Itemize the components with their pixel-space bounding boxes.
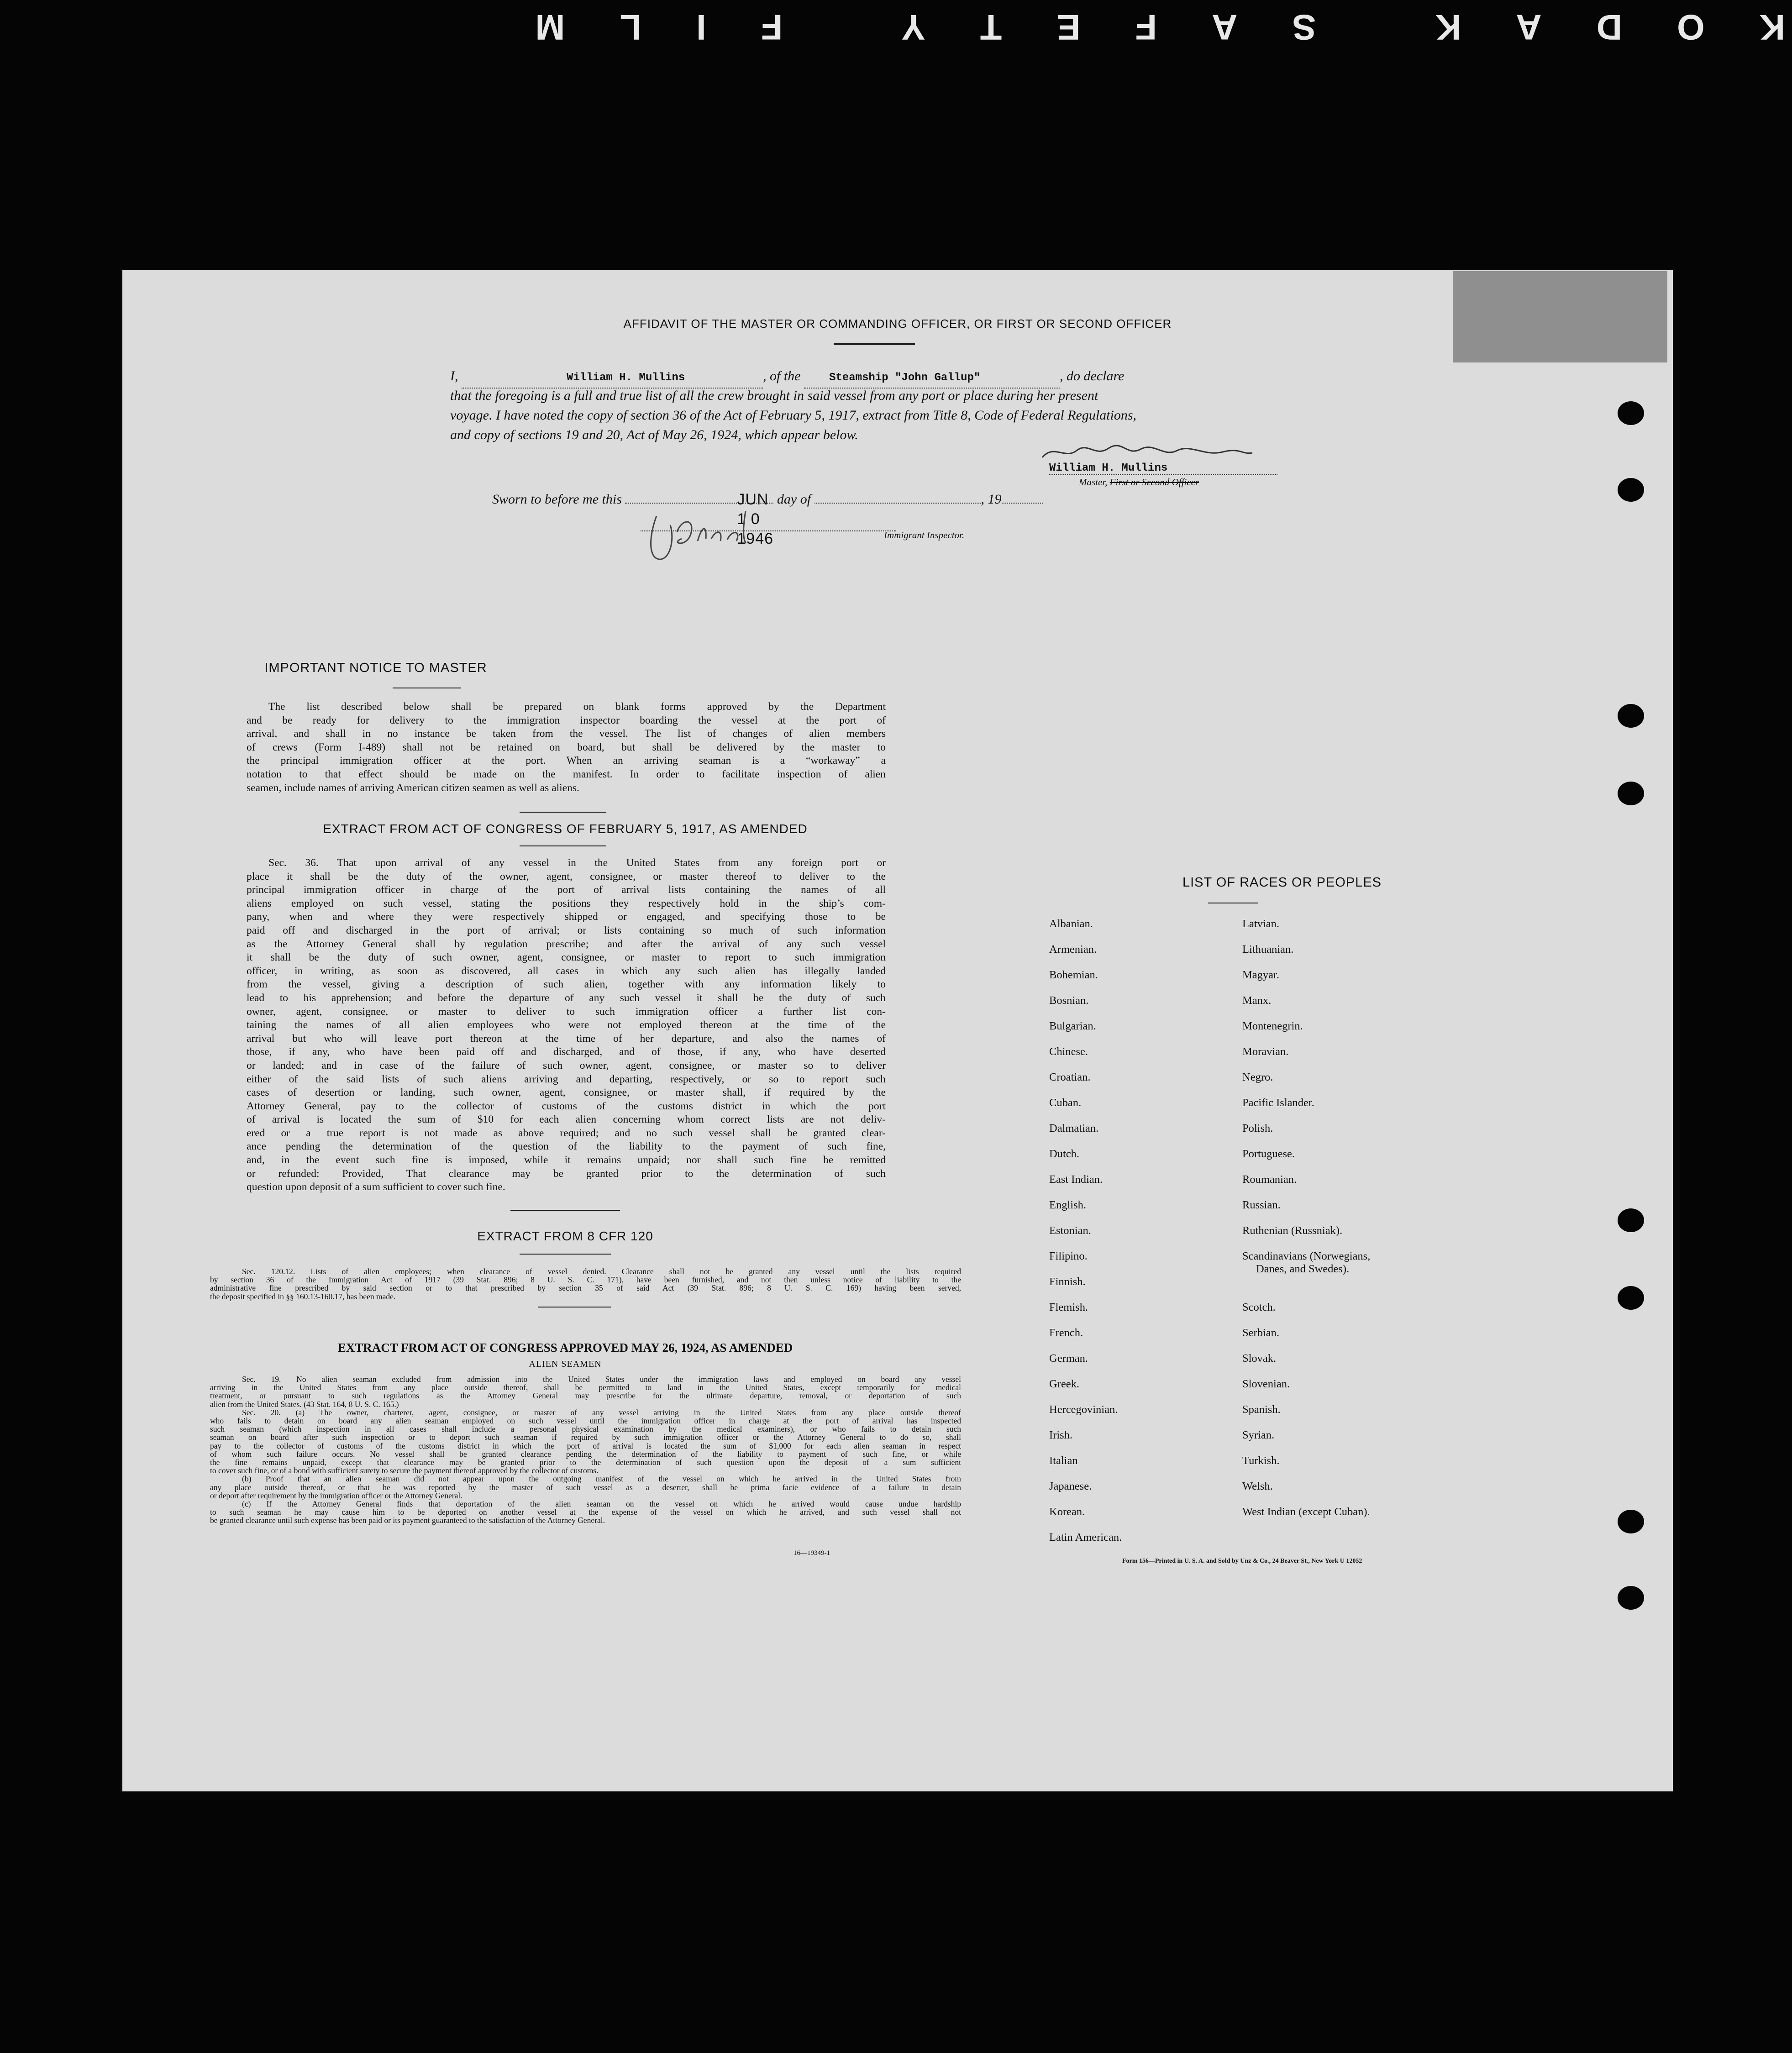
struck-title: First or Second Officer <box>1109 477 1199 488</box>
form-code: 16—19349-1 <box>794 1549 830 1557</box>
race-item: Greek. <box>1049 1378 1079 1390</box>
notice-line: the principal immigration officer at the port. When an arriving seaman is a “workaway” a <box>247 755 886 767</box>
extract-cfr-title: EXTRACT FROM 8 CFR 120 <box>477 1229 653 1243</box>
race-item: Cuban. <box>1049 1097 1082 1109</box>
affidavit-line-3: voyage. I have noted the copy of section 36 of the Act of February 5, 1917, extract from Title 8, Code of Federal Regulations, <box>450 408 1137 423</box>
race-item: Montenegrin. <box>1242 1020 1303 1032</box>
race-item: Bulgarian. <box>1049 1020 1096 1032</box>
extract-1924-line: pay to the collector of customs of the customs district in which the port of arrival is located the sum of $1,000 for each alien seaman in respect <box>210 1441 961 1450</box>
punch-hole-1 <box>1618 401 1644 425</box>
signer-title: Master, First or Second Officer <box>1079 477 1199 488</box>
extract-1917-line: principal immigration officer in charge of the port of arrival lists containing the names of all <box>247 884 886 896</box>
year-text: , 19 <box>981 492 1002 507</box>
extract-1917-line: and, in the event such fine is imposed, while it remains unpaid; nor shall such fine be remitted <box>247 1154 886 1166</box>
notice-line: seamen, include names of arriving American citizen seamen as well as aliens. <box>247 782 579 794</box>
extract-1917-line: or landed; and in case of the failure of such owner, agent, consignee, or master so to deliver <box>247 1059 886 1071</box>
race-item: Slovenian. <box>1242 1378 1290 1390</box>
printer-note: Form 156—Printed in U. S. A. and Sold by Unz & Co., 24 Beaver St., New York U 12052 <box>1122 1558 1362 1565</box>
pronoun: I, <box>450 368 458 383</box>
race-item-continued: Danes, and Swedes). <box>1256 1263 1350 1275</box>
extract-1924-line: seaman on board after such inspection or to deport such seaman if required by such immigration officer or the Attorney General to do so, shall <box>210 1433 961 1442</box>
of-the-text: , of the <box>763 368 801 383</box>
affidavit-line-1 <box>450 366 1318 389</box>
race-item: Estonian. <box>1049 1224 1091 1237</box>
race-item: Moravian. <box>1242 1045 1289 1058</box>
inspector-signature-line <box>641 530 896 531</box>
inspector-signature <box>638 507 762 566</box>
extract-1917-line: either of the said lists of such aliens arriving and departing, respectively, or so to report such <box>247 1073 886 1085</box>
extract-1917-line: ered or a true report is not made as above required; and no such vessel shall be granted clear- <box>247 1127 886 1139</box>
inspector-label: Immigrant Inspector. <box>884 530 965 541</box>
race-item: Dutch. <box>1049 1148 1079 1160</box>
date-stamp: JUN 1 0 1946 <box>737 491 774 547</box>
race-item: Italian <box>1049 1454 1078 1467</box>
punch-hole-2 <box>1618 478 1644 502</box>
race-item: Portuguese. <box>1242 1148 1295 1160</box>
race-item: Negro. <box>1242 1071 1273 1083</box>
divider <box>510 1210 620 1211</box>
punch-hole-6 <box>1618 1286 1644 1310</box>
extract-1924-line: the fine remains unpaid, except that clearance may be granted prior to the determination of such question upon the deposit of a sum sufficient <box>210 1458 961 1467</box>
extract-1924-line: or deport after requirement by the immigration officer or the Attorney General. <box>210 1491 462 1500</box>
race-item: Roumanian. <box>1242 1173 1297 1186</box>
race-item: Croatian. <box>1049 1071 1091 1083</box>
race-item: Bohemian. <box>1049 969 1098 981</box>
race-item: Russian. <box>1242 1199 1281 1211</box>
day-of-text: day of <box>777 492 811 507</box>
extract-1924-subtitle: ALIEN SEAMEN <box>529 1359 602 1369</box>
race-item: Syrian. <box>1242 1429 1275 1441</box>
film-edge-text: KODAK SAFETY FILM <box>480 7 1785 47</box>
extract-1917-line: place it shall be the duty of the owner, agent, consignee, or master thereof to deliver to the <box>247 870 886 882</box>
document-page <box>122 270 1673 1791</box>
extract-1924-line: Sec. 19. No alien seaman excluded from admission into the United States under the immigration laws and employed on board any vessel <box>242 1375 961 1384</box>
divider <box>834 343 915 345</box>
race-item: Slovak. <box>1242 1352 1277 1365</box>
extract-1924-line: (b) Proof that an alien seaman did not appear upon the outgoing manifest of the vessel on which he arrived in the United States from <box>242 1474 961 1484</box>
notice-line: arrival, and shall in no instance be taken from the vessel. The list of changes of alien members <box>247 728 886 740</box>
race-item: Finnish. <box>1049 1276 1086 1288</box>
extract-1924-line: alien from the United States. (43 Stat. 164, 8 U. S. C. 165.) <box>210 1399 399 1409</box>
race-item: German. <box>1049 1352 1088 1365</box>
notice-line: and be ready for delivery to the immigration inspector boarding the vessel at the port of <box>247 714 886 726</box>
punch-hole-7 <box>1618 1510 1644 1533</box>
races-title: LIST OF RACES OR PEOPLES <box>1182 875 1382 890</box>
sworn-prefix: Sworn to before me this <box>492 492 622 507</box>
extract-1924-line: of whom such failure occurs. No vessel shall be granted clearance pending the determination of the liability to payment of such fine, or while <box>210 1449 961 1459</box>
extract-1917-line: or refunded: Provided, That clearance may be granted prior to the determination of such <box>247 1167 886 1180</box>
affidavit-title: AFFIDAVIT OF THE MASTER OR COMMANDING OFFICER, OR FIRST OR SECOND OFFICER <box>623 317 1172 331</box>
extract-1917-line: officer, in writing, as soon as discovered, all cases in which any such alien has illegally landed <box>247 965 886 977</box>
race-item: Dalmatian. <box>1049 1122 1099 1134</box>
punch-hole-4 <box>1618 782 1644 805</box>
extract-1924-line: such seaman (which inspection in all cases shall include a personal physical examination by the medical examiners), or who fails to detain such <box>210 1424 961 1434</box>
extract-cfr-line: administrative fine prescribed by said section or to that prescribed by section 35 of said Act (39 Stat. 896; 8 U. S. C. 169) having been served, <box>210 1283 961 1293</box>
master-signature-line <box>1049 462 1277 475</box>
extract-1917-line: from the vessel, giving a description of such alien, together with any information likely to <box>247 978 886 991</box>
affidavit-line-4: and copy of sections 19 and 20, Act of May 26, 1924, which appear below. <box>450 427 858 442</box>
extract-1917-title: EXTRACT FROM ACT OF CONGRESS OF FEBRUARY 5, 1917, AS AMENDED <box>323 822 808 836</box>
extract-1924-line: (c) If the Attorney General finds that deportation of the alien seaman on the vessel on which he arrived would cause undue hardship <box>242 1499 961 1509</box>
race-item: Latin American. <box>1049 1531 1122 1544</box>
affidavit-line-2: that the foregoing is a full and true list of all the crew brought in said vessel from any port or place during her present <box>450 388 1098 403</box>
extract-1917-line: cases of desertion or landing, such owner, agent, consignee, or master shall, if required by the <box>247 1087 886 1099</box>
extract-1924-line: arriving in the United States from any place outside thereof, shall be permitted to land in the United States, except temporarily for medical <box>210 1383 961 1392</box>
race-item: Scandinavians (Norwegians, <box>1242 1250 1371 1262</box>
race-item: East Indian. <box>1049 1173 1103 1186</box>
race-item: West Indian (except Cuban). <box>1242 1506 1370 1518</box>
extract-1917-line: taining the names of all alien employees who were not employed thereon at the time of the <box>247 1019 886 1031</box>
extract-1917-line: lead to his apprehension; and before the departure of any such vessel it shall be the duty of such <box>247 992 886 1004</box>
punch-hole-5 <box>1618 1208 1644 1232</box>
race-item: Spanish. <box>1242 1403 1281 1416</box>
extract-1917-line: pany, when and where they were respectively shipped or engaged, and specifying those to be <box>247 911 886 923</box>
declare-text: , do declare <box>1060 368 1125 383</box>
race-item: English. <box>1049 1199 1086 1211</box>
extract-1924-title: EXTRACT FROM ACT OF CONGRESS APPROVED MAY 26, 1924, AS AMENDED <box>337 1341 793 1355</box>
extract-1924-line: treatment, or pursuant to such regulations as the Attorney General may prescribe for the ultimate departure, removal, or deportation of such <box>210 1391 961 1401</box>
extract-1917-body <box>247 856 886 1194</box>
divider <box>520 845 606 846</box>
master-name: William H. Mullins <box>567 372 685 384</box>
race-item: Latvian. <box>1242 918 1279 930</box>
signature-typed-name: William H. Mullins <box>1049 462 1168 474</box>
extract-1917-line: of arrival is located the sum of $10 for each alien concerning whom correct lists are not deliv- <box>247 1113 886 1126</box>
extract-1917-line: as the Attorney General shall by regulation prescribe; and after the arrival of any such vessel <box>247 938 886 950</box>
race-item: Japanese. <box>1049 1480 1092 1492</box>
race-item: Scotch. <box>1242 1301 1276 1313</box>
race-item: Turkish. <box>1242 1454 1280 1467</box>
extract-cfr-line: by section 36 of the Immigration Act of 1917 (39 Stat. 896; 8 U. S. C. 171), have been furnished, and not then unless notice of liability to the <box>210 1275 961 1285</box>
extract-1917-line: owner, agent, consignee, or master to deliver to such immigration officer a further list con- <box>247 1005 886 1018</box>
race-item: Armenian. <box>1049 943 1097 956</box>
extract-cfr-body <box>210 1267 961 1301</box>
race-item: Filipino. <box>1049 1250 1088 1262</box>
extract-1917-line: paid off and discharged in the port of arrival; or lists containing so much of such information <box>247 924 886 936</box>
race-item: Serbian. <box>1242 1327 1279 1339</box>
extract-1917-line: arrival but who will leave port thereon at the time of her departure, and also the names of <box>247 1032 886 1045</box>
race-item: Lithuanian. <box>1242 943 1294 956</box>
extract-1917-line: question upon deposit of a sum sufficient to cover such fine. <box>247 1181 505 1193</box>
race-item: Welsh. <box>1242 1480 1273 1492</box>
race-item: Chinese. <box>1049 1045 1088 1058</box>
extract-1924-line: to such seaman he may cause him to be deported on another vessel at the expense of the vessel on which he arrived, and such vessel shall not <box>210 1507 961 1517</box>
film-edge <box>0 0 1792 55</box>
punch-hole-8 <box>1618 1586 1644 1610</box>
extract-cfr-line: Sec. 120.12. Lists of alien employees; when clearance of vessel denied. Clearance shall not be granted any vessel until the lists required <box>242 1267 961 1276</box>
race-item: Irish. <box>1049 1429 1073 1441</box>
divider <box>520 1254 611 1255</box>
extract-1917-line: those, if any, who have been paid off and discharged, and of those, if any, who have deserted <box>247 1046 886 1058</box>
vessel-name: Steamship "John Gallup" <box>829 372 981 384</box>
divider <box>520 812 606 813</box>
race-item: Albanian. <box>1049 918 1093 930</box>
race-item: Magyar. <box>1242 969 1279 981</box>
extract-1924-line: any place outside thereof, or that he was reported by the master of such vessel as a deserter, shall be prima facie evidence of a failure to detain <box>210 1482 961 1492</box>
race-item: Hercegovinian. <box>1049 1403 1118 1416</box>
extract-1917-line: aliens employed on such vessel, stating the positions they respectively hold in the ship’s com- <box>247 897 886 909</box>
race-item: Ruthenian (Russniak). <box>1242 1224 1343 1237</box>
punch-hole-3 <box>1618 704 1644 728</box>
extract-1917-line: Attorney General, pay to the collector of customs of the customs district in which the port <box>247 1100 886 1112</box>
race-item: Polish. <box>1242 1122 1273 1134</box>
race-item: Manx. <box>1242 994 1272 1007</box>
extract-1924-line: be granted clearance until such expense has been paid or its payment guaranteed to the satisfaction of the Attorney General. <box>210 1516 605 1525</box>
extract-1924-body <box>210 1375 961 1525</box>
extract-1917-line: Sec. 36. That upon arrival of any vessel in the United States from any foreign port or <box>268 857 886 869</box>
race-item: Korean. <box>1049 1506 1085 1518</box>
race-item: Pacific Islander. <box>1242 1097 1314 1109</box>
notice-title: IMPORTANT NOTICE TO MASTER <box>264 661 487 675</box>
extract-1924-line: Sec. 20. (a) The owner, charterer, agent, consignee, or master of any vessel arriving in the United States from any place outside thereof <box>242 1407 961 1417</box>
extract-1924-line: to cover such fine, or of a bond with sufficient surety to secure the payment thereof approved by the collector of customs. <box>210 1466 599 1475</box>
notice-line: notation to that effect should be made on the manifest. In order to facilitate inspection of alien <box>247 768 886 780</box>
notice-line: of crews (Form I-489) shall not be retained on board, but shall be delivered by the master to <box>247 741 886 753</box>
race-item: French. <box>1049 1327 1083 1339</box>
extract-1917-line: it shall be the duty of such owner, agent, consignee, or master to report to such immigration <box>247 951 886 964</box>
notice-line: The list described below shall be prepared on blank forms approved by the Department <box>268 701 886 713</box>
extract-1917-line: ance pending the determination of the question of the liability to the payment of such fine, <box>247 1140 886 1153</box>
extract-1924-line: who fails to detain on board any alien seaman employed on such vessel until the immigration officer in charge at the port of arrival has inspected <box>210 1416 961 1426</box>
notice-body <box>247 700 886 795</box>
race-item: Bosnian. <box>1049 994 1089 1007</box>
extract-cfr-line: the deposit specified in §§ 160.13-160.17, has been made. <box>210 1292 396 1301</box>
race-item: Flemish. <box>1049 1301 1088 1313</box>
